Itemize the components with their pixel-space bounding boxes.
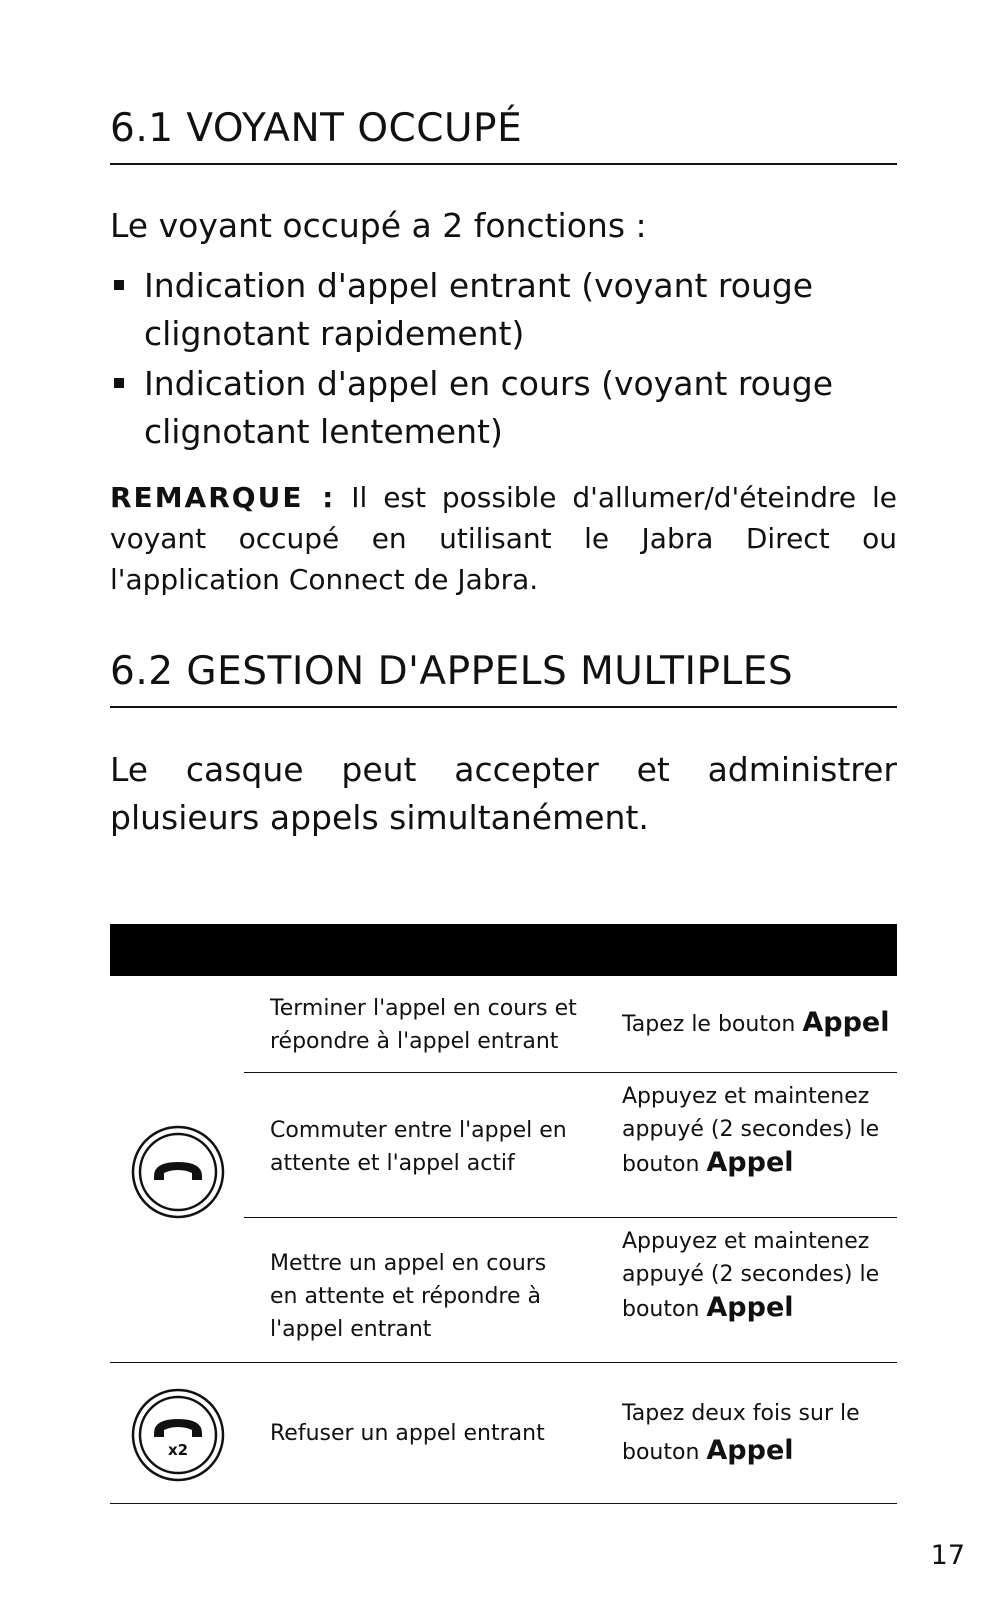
row-action: Tapez deux fois sur le bouton Appel — [622, 1401, 860, 1466]
note-text: Il est possible d'allumer/d'éteindre le voyant occupé en utilisant le Jabra Direct ou l'application Connect de Jabra. — [110, 481, 897, 596]
row-divider — [244, 1072, 897, 1073]
appel-button-label: Appel — [706, 1435, 794, 1466]
list-item: Indication d'appel entrant (voyant rouge clignotant rapidement) — [110, 262, 897, 358]
row-action: Appuyez et maintenez appuyé (2 secondes) le bouton Appel — [622, 1229, 880, 1323]
note-paragraph — [110, 477, 897, 600]
busylight-functions-list — [110, 262, 897, 458]
appel-button-label: Appel — [802, 1007, 890, 1038]
busylight-intro: Le voyant occupé a 2 fonctions : — [110, 206, 647, 245]
row-description: Mettre un appel en cours en attente et répondre à l'appel entrant — [270, 1251, 547, 1342]
note-label: REMARQUE : — [110, 481, 336, 514]
section-title-multiple-calls: 6.2 GESTION D'APPELS MULTIPLES — [110, 651, 897, 708]
table-bottom-rule — [110, 1503, 897, 1504]
row-description: Terminer l'appel en cours et répondre à l'appel entrant — [270, 996, 577, 1054]
row-action: Tapez le bouton Appel — [622, 1007, 890, 1038]
appel-button-label: Appel — [706, 1292, 794, 1323]
row-description: Commuter entre l'appel en attente et l'appel actif — [270, 1118, 567, 1176]
phone-handset-double-tap-icon — [130, 1387, 226, 1483]
row-divider — [244, 1217, 897, 1218]
section-title-busylight: 6.1 VOYANT OCCUPÉ — [110, 108, 897, 165]
row-description: Refuser un appel entrant — [270, 1421, 545, 1446]
row-divider — [110, 1362, 897, 1363]
double-tap-label: x2 — [167, 1441, 189, 1459]
table-header-bar — [110, 924, 897, 976]
row-action: Appuyez et maintenez appuyé (2 secondes) le bouton Appel — [622, 1084, 880, 1178]
bullet-square-icon — [114, 378, 124, 388]
phone-handset-icon — [130, 1124, 226, 1220]
multiple-calls-intro: Le casque peut accepter et administrer plusieurs appels simultanément. — [110, 750, 897, 837]
appel-button-label: Appel — [706, 1147, 794, 1178]
list-item: Indication d'appel en cours (voyant rouge clignotant lentement) — [110, 360, 897, 456]
bullet-square-icon — [114, 280, 124, 290]
page-number: 17 — [930, 1540, 965, 1571]
